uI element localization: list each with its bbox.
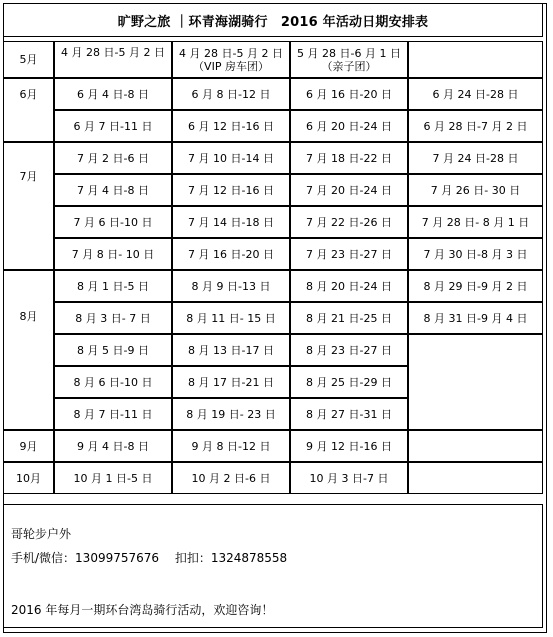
table-row xyxy=(3,430,543,462)
date-cell: 7 月 28 日- 8 月 1 日 xyxy=(408,206,543,238)
date-cell: 8 月 25 日-29 日 xyxy=(290,366,408,398)
date-cell: 8 月 29 日-9 月 2 日 xyxy=(408,270,543,302)
date-cell: 10 月 1 日-5 日 xyxy=(54,462,172,494)
empty-cell xyxy=(408,462,543,494)
date-cell: 6 月 24 日-28 日 xyxy=(408,78,543,110)
date-cell: 7 月 20 日-24 日 xyxy=(290,174,408,206)
date-cell: 7 月 18 日-22 日 xyxy=(290,142,408,174)
date-cell: 9 月 12 日-16 日 xyxy=(290,430,408,462)
table-row xyxy=(3,302,543,334)
month-cell-sep: 9月 xyxy=(3,430,54,462)
table-row xyxy=(3,238,543,270)
empty-cell xyxy=(408,41,543,78)
date-cell xyxy=(290,41,408,78)
date-cell: 7 月 6 日-10 日 xyxy=(54,206,172,238)
date-cell: 7 月 12 日-16 日 xyxy=(172,174,290,206)
month-cell-aug: 8月 xyxy=(3,270,54,430)
date-cell: 8 月 6 日-10 日 xyxy=(54,366,172,398)
date-cell: 7 月 24 日-28 日 xyxy=(408,142,543,174)
date-cell: 8 月 17 日-21 日 xyxy=(172,366,290,398)
date-cell: 6 月 28 日-7 月 2 日 xyxy=(408,110,543,142)
date-cell: 8 月 13 日-17 日 xyxy=(172,334,290,366)
group-note: （VIP 房车团） xyxy=(193,59,269,73)
month-cell-may: 5月 xyxy=(3,41,54,78)
date-cell: 7 月 4 日-8 日 xyxy=(54,174,172,206)
date-cell: 7 月 26 日- 30 日 xyxy=(408,174,543,206)
date-cell: 8 月 3 日- 7 日 xyxy=(54,302,172,334)
empty-cell xyxy=(408,334,543,430)
table-row xyxy=(3,78,543,110)
date-cell: 7 月 16 日-20 日 xyxy=(172,238,290,270)
date-cell: 8 月 7 日-11 日 xyxy=(54,398,172,430)
table-row xyxy=(3,206,543,238)
date-cell xyxy=(172,41,290,78)
date-cell: 8 月 27 日-31 日 xyxy=(290,398,408,430)
date-cell: 6 月 4 日-8 日 xyxy=(54,78,172,110)
date-cell: 8 月 31 日-9 月 4 日 xyxy=(408,302,543,334)
date-cell: 7 月 22 日-26 日 xyxy=(290,206,408,238)
date-cell: 8 月 11 日- 15 日 xyxy=(172,302,290,334)
date-cell: 6 月 8 日-12 日 xyxy=(172,78,290,110)
date-cell: 6 月 16 日-20 日 xyxy=(290,78,408,110)
table-row xyxy=(3,174,543,206)
date-cell: 10 月 2 日-6 日 xyxy=(172,462,290,494)
month-cell-oct: 10月 xyxy=(3,462,54,494)
date-text: 5 月 28 日-6 月 1 日 xyxy=(297,46,401,60)
date-cell: 6 月 20 日-24 日 xyxy=(290,110,408,142)
table-row xyxy=(3,462,543,494)
date-cell: 7 月 8 日- 10 日 xyxy=(54,238,172,270)
date-cell: 7 月 14 日-18 日 xyxy=(172,206,290,238)
date-cell: 8 月 20 日-24 日 xyxy=(290,270,408,302)
contact-info: 手机/微信：13099757676 扣扣：1324878558 xyxy=(11,551,288,565)
date-cell: 7 月 23 日-27 日 xyxy=(290,238,408,270)
date-cell: 6 月 12 日-16 日 xyxy=(172,110,290,142)
date-cell: 7 月 10 日-14 日 xyxy=(172,142,290,174)
date-cell: 6 月 7 日-11 日 xyxy=(54,110,172,142)
organizer-name: 哥轮步户外 xyxy=(11,527,72,541)
date-cell: 7 月 2 日-6 日 xyxy=(54,142,172,174)
schedule-table xyxy=(3,41,543,494)
date-cell: 9 月 8 日-12 日 xyxy=(172,430,290,462)
group-note: （亲子团） xyxy=(321,59,377,73)
table-row xyxy=(3,41,543,78)
date-cell: 8 月 21 日-25 日 xyxy=(290,302,408,334)
date-text: 4 月 28 日-5 月 2 日 xyxy=(179,46,283,60)
date-cell: 8 月 9 日-13 日 xyxy=(172,270,290,302)
month-cell-jun: 6月 xyxy=(3,78,54,142)
contact-footer xyxy=(3,504,543,628)
table-row xyxy=(3,110,543,142)
date-cell: 10 月 3 日-7 日 xyxy=(290,462,408,494)
promo-note: 2016 年每月一期环台湾岛骑行活动，欢迎咨询！ xyxy=(11,603,274,617)
date-cell: 8 月 19 日- 23 日 xyxy=(172,398,290,430)
date-cell: 8 月 23 日-27 日 xyxy=(290,334,408,366)
month-cell-jul: 7月 xyxy=(3,142,54,270)
table-row xyxy=(3,334,543,366)
empty-cell xyxy=(408,430,543,462)
date-cell: 4 月 28 日-5 月 2 日 xyxy=(54,41,172,78)
table-row xyxy=(3,142,543,174)
table-row xyxy=(3,270,543,302)
title-text: 旷野之旅 ｜环青海湖骑行 2016 年活动日期安排表 xyxy=(117,14,429,30)
page-title xyxy=(3,3,543,37)
date-cell: 9 月 4 日-8 日 xyxy=(54,430,172,462)
date-cell: 7 月 30 日-8 月 3 日 xyxy=(408,238,543,270)
date-cell: 8 月 5 日-9 日 xyxy=(54,334,172,366)
date-cell: 8 月 1 日-5 日 xyxy=(54,270,172,302)
